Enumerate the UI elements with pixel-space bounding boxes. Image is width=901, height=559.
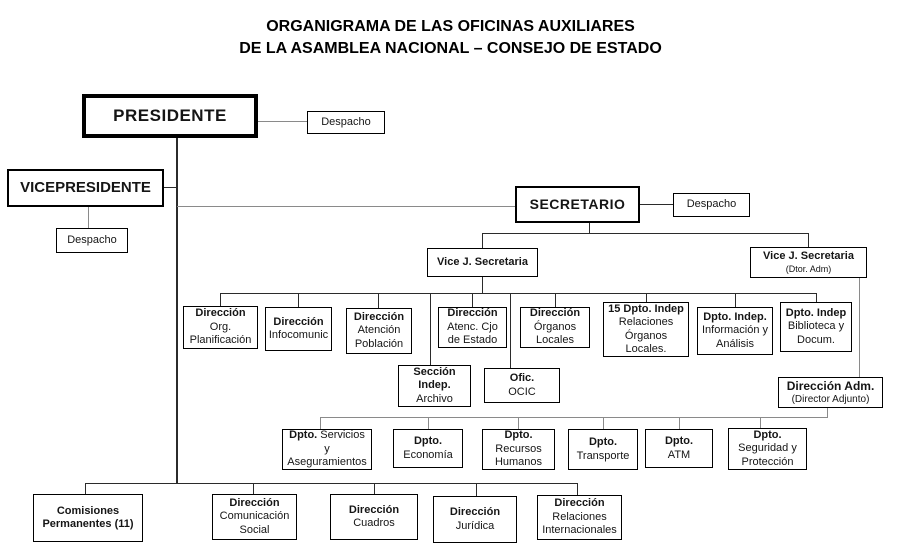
box-vicepresidente (7, 169, 164, 207)
box-vice-j-secretaria (427, 248, 538, 277)
box-line: Información y (701, 324, 769, 337)
box-line: Internacionales (542, 524, 617, 537)
connector-drop-r1d (472, 293, 473, 307)
connector-drop-r1b (298, 293, 299, 307)
box-line: Comunicación (219, 510, 290, 523)
box-head: Dpto. (588, 436, 618, 449)
box-sublabel: (Dtor. Adm) (785, 263, 832, 274)
box-head: Dpto. (664, 435, 694, 448)
box-line: Análisis (716, 337, 754, 350)
box-line: Recursos (495, 442, 542, 455)
box-head: Dirección (554, 497, 605, 510)
box-head: Dirección (195, 307, 246, 320)
box-line: Relaciones (618, 316, 674, 329)
connector-drop-ocic (510, 293, 511, 368)
box-head-rest: Servicios (320, 429, 365, 442)
box-head: Dpto. Indep. (703, 310, 767, 323)
box-label: Vice J. Secretaria (437, 255, 528, 268)
connector-drop-r1h (816, 293, 817, 302)
box-dpto-indep-biblioteca (780, 302, 852, 352)
connector-drop-dptod (603, 417, 604, 429)
box-line: Población (354, 337, 404, 350)
connector-drop-r1a (220, 293, 221, 306)
box-head (289, 429, 365, 442)
box-dpto-economia (393, 429, 463, 468)
connector-drop-vjs (482, 233, 483, 248)
box-dir-organos-locales (520, 307, 590, 348)
box-line: Humanos (494, 456, 543, 469)
connector-drop-dptoe (679, 417, 680, 429)
box-head: Dirección (229, 496, 280, 509)
connector-drop-botc (374, 483, 375, 494)
box-label: SECRETARIO (529, 195, 626, 212)
box-head: Sección (413, 365, 456, 378)
box-line: OCIC (508, 385, 536, 398)
box-head: Ofic. (509, 372, 535, 385)
box-line: Aseguramientos (287, 456, 367, 469)
box-dpto-indep-informacion (697, 307, 773, 355)
box-line: Atención (357, 324, 401, 337)
connector-bar-dpto (320, 417, 827, 418)
connector-drop-dptob (428, 417, 429, 429)
box-head: Dirección (353, 310, 405, 323)
connector-drop-vjs-adm (808, 233, 809, 247)
connector-bar-row1 (220, 293, 817, 294)
box-dpto-indep-relaciones (603, 302, 689, 357)
box-label: Despacho (686, 198, 737, 211)
box-line: Locales (536, 334, 574, 347)
box-dpto-atm (645, 429, 713, 468)
box-vice-j-secretaria-adm (750, 247, 867, 278)
box-seccion-indep-archivo (398, 365, 471, 407)
connector-secretario-despacho (640, 204, 673, 205)
connector-drop-botb (253, 483, 254, 494)
box-dir-org-planificacion (183, 306, 258, 349)
box-line: Locales. (625, 342, 667, 355)
connector-drop-r1f (646, 293, 647, 302)
box-dpto-transporte (568, 429, 638, 470)
box-head: Dpto. (413, 435, 443, 448)
box-head: Dirección (273, 315, 324, 328)
box-head: Dirección (447, 307, 498, 320)
box-head: Dirección Adm. (786, 379, 875, 394)
box-head: Comisiones (56, 504, 120, 517)
box-line: Infocomunic (268, 329, 329, 341)
box-head: Dpto. (753, 428, 782, 441)
connector-drop-r1c (378, 293, 379, 308)
box-line: Economía (403, 448, 453, 461)
box-direccion-adm (778, 377, 883, 408)
box-head: Permanentes (11) (42, 518, 134, 530)
box-dir-comunicacion-social (212, 494, 297, 540)
box-line: Protección (741, 455, 794, 468)
box-line: Cuadros (353, 517, 395, 529)
box-presidente (82, 94, 258, 138)
box-line: Órganos (624, 329, 668, 342)
box-head: Dpto. Indep (785, 306, 847, 319)
box-despacho-presidente (307, 111, 385, 134)
connector-to-secretario (177, 206, 515, 207)
box-line: Org. (209, 320, 232, 333)
box-label: Despacho (321, 115, 371, 128)
box-line: Jurídica (455, 519, 495, 532)
box-head: Dirección (449, 506, 501, 519)
box-despacho-vicepresidente (56, 228, 128, 253)
box-head: Dirección (348, 503, 400, 516)
box-secretario (515, 186, 640, 223)
connector-vjsadm-direccionadm (859, 277, 860, 377)
box-label: PRESIDENTE (113, 105, 227, 125)
box-line: Transporte (576, 449, 630, 462)
connector-drop-dptoc (518, 417, 519, 429)
box-line: Órganos (533, 320, 577, 333)
connector-drop-dptoa (320, 417, 321, 429)
box-dpto-seguridad (728, 428, 807, 470)
chart-title-line2: DE LA ASAMBLEA NACIONAL – CONSEJO DE ESTADO (239, 40, 662, 58)
box-line: ATM (667, 448, 691, 461)
connector-direccionadm-down (827, 408, 828, 418)
box-line: de Estado (447, 334, 498, 347)
box-sublabel: (Director Adjunto) (791, 393, 870, 405)
box-dir-relaciones-internacionales (537, 495, 622, 540)
box-line: Archivo (416, 392, 453, 405)
box-ofic-ocic (484, 368, 560, 403)
connector-presidente-despacho (258, 121, 307, 122)
connector-drop-bota (85, 483, 86, 494)
box-dir-atenc-cjo-estado (438, 307, 507, 348)
box-label: Despacho (67, 233, 117, 246)
connector-vice-despacho (88, 207, 89, 228)
connector-main-vertical (176, 137, 178, 484)
box-head: Dirección (529, 307, 581, 320)
connector-drop-botd (476, 483, 477, 496)
connector-drop-bote (577, 483, 578, 495)
connector-bar-bottom (85, 483, 578, 484)
box-label: Vice J. Secretaria (763, 250, 854, 263)
box-dir-infocomunic (265, 307, 332, 351)
chart-title (0, 16, 901, 61)
connector-drop-archivo (430, 293, 431, 365)
connector-drop-r1g (735, 293, 736, 307)
box-line: y (324, 442, 330, 455)
box-line: Atenc. Cjo (447, 320, 498, 333)
box-line: Biblioteca y (787, 320, 845, 333)
box-head: Indep. (418, 379, 451, 392)
box-head: 15 Dpto. Indep (608, 302, 684, 315)
connector-drop-r1e (555, 293, 556, 307)
box-line: Seguridad y (738, 442, 797, 455)
box-line: Docum. (797, 333, 835, 346)
box-despacho-secretario (673, 193, 750, 217)
connector-bar-vicesecretarias (482, 233, 809, 234)
box-dir-atencion-poblacion (346, 308, 412, 354)
box-dir-cuadros (330, 494, 418, 540)
connector-drop-dptof (760, 417, 761, 428)
connector-vicepresidente (164, 187, 177, 188)
box-head: Dpto. (504, 429, 533, 442)
box-dir-juridica (433, 496, 517, 543)
box-line: Social (239, 523, 270, 536)
box-label: VICEPRESIDENTE (20, 178, 151, 196)
chart-title-line1: ORGANIGRAMA DE LAS OFICINAS AUXILIARES (266, 18, 635, 35)
box-dpto-recursos (482, 429, 555, 470)
box-line: Planificación (189, 334, 252, 347)
box-head-bold: Dpto. (289, 429, 318, 442)
box-dpto-servicios (282, 429, 372, 470)
box-line: Relaciones (552, 510, 607, 523)
box-comisiones-permanentes (33, 494, 143, 542)
connector-vjs-down (482, 277, 483, 293)
